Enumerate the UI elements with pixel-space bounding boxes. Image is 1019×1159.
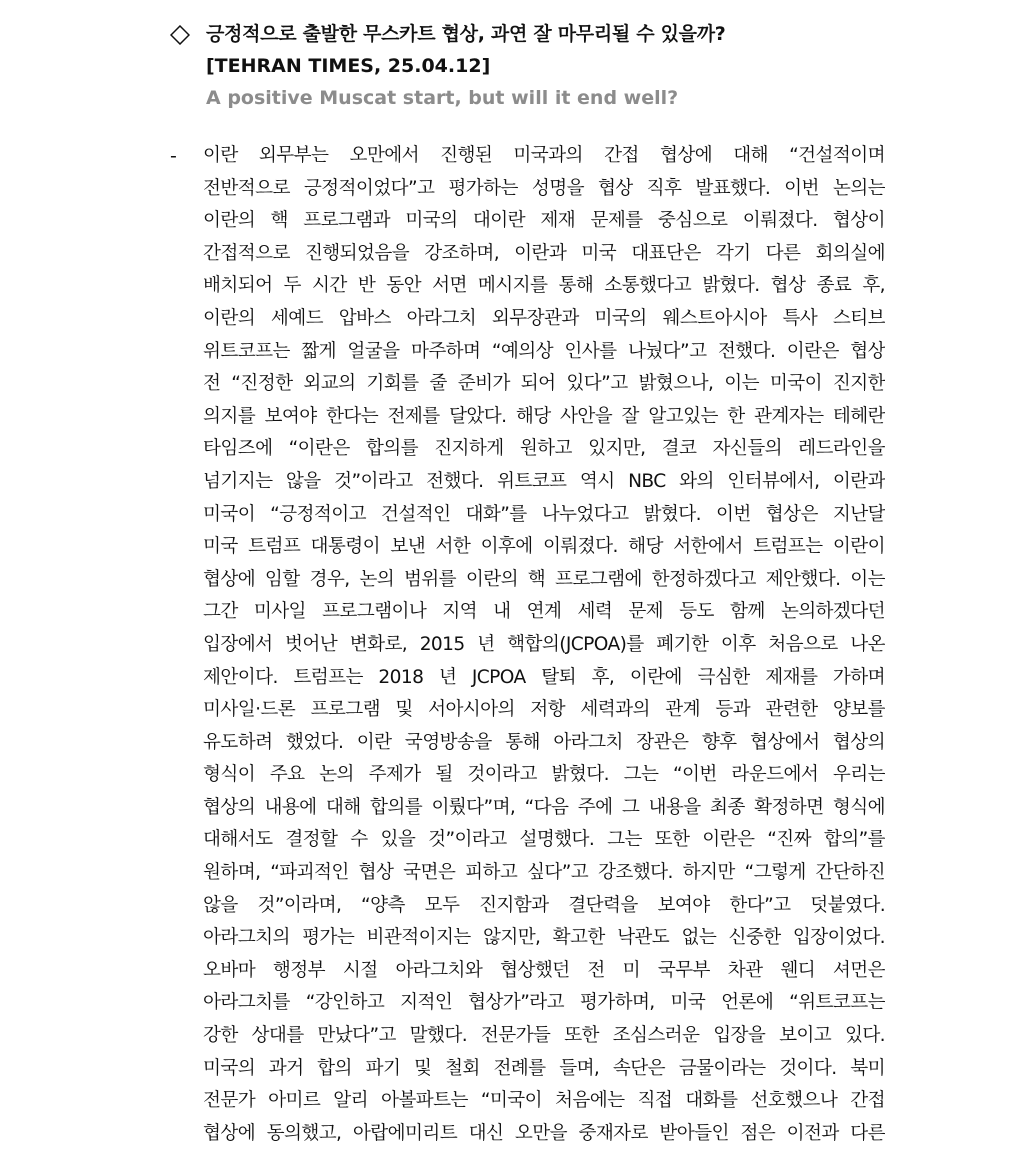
article-title: 긍정적으로 출발한 무스카트 협상, 과연 잘 마무리될 수 있을까? bbox=[206, 23, 726, 45]
body-line: 전 “진정한 외교의 기회를 줄 준비가 되어 있다”고 밝혔으나, 이는 미국이 진지한 bbox=[203, 373, 885, 395]
body-line: 위트코프는 짧게 얼굴을 마주하며 “예의상 인사를 나눴다”고 전했다. 이란은 협상 bbox=[203, 340, 885, 362]
body-line: 넘기지는 않을 것”이라고 전했다. 위트코프 역시 NBC 와의 인터뷰에서, 이란과 bbox=[203, 470, 885, 492]
body-line: 이란 외무부는 오만에서 진행된 미국과의 간접 협상에 대해 “건설적이며 bbox=[203, 145, 885, 166]
body-line: 그간 미사일 프로그램이나 지역 내 연계 세력 문제 등도 함께 논의하겠다던 bbox=[203, 601, 885, 623]
body-line: 배치되어 두 시간 반 동안 서면 메시지를 통해 소통했다고 밝혔다. 협상 종료 후, bbox=[203, 275, 885, 297]
body-line: 전반적으로 긍정적이었다”고 평가하는 성명을 협상 직후 발표했다. 이번 논의는 bbox=[203, 177, 885, 199]
body-line: 유도하려 했었다. 이란 국영방송을 통해 아라그치 장관은 향후 협상에서 협상의 bbox=[203, 731, 885, 753]
body-line: 오바마 행정부 시절 아라그치와 협상했던 전 미 국무부 차관 웬디 셔먼은 bbox=[203, 959, 885, 981]
body-line: 강한 상대를 만났다”고 말했다. 전문가들 또한 조심스러운 입장을 보이고 있다. bbox=[203, 1025, 885, 1047]
body-paragraph bbox=[203, 140, 885, 1150]
body-line: 대해서도 결정할 수 있을 것”이라고 설명했다. 그는 또한 이란은 “진짜 합의”를 bbox=[203, 829, 885, 851]
body-line: 미국 트럼프 대통령이 보낸 서한 이후에 이뤄졌다. 해당 서한에서 트럼프는 이란이 bbox=[203, 536, 885, 558]
body-line: 미사일·드론 프로그램 및 서아시아의 저항 세력과의 관계 등과 관련한 양보를 bbox=[203, 699, 885, 721]
bullet-dash: - bbox=[170, 145, 177, 167]
article-subtitle: A positive Muscat start, but will it end well? bbox=[206, 87, 679, 109]
body-line: 의지를 보여야 한다는 전제를 달았다. 해당 사안을 잘 알고있는 한 관계자는 테헤란 bbox=[203, 405, 885, 427]
body-line: 협상에 임할 경우, 논의 범위를 이란의 핵 프로그램에 한정하겠다고 제안했다. 이는 bbox=[203, 568, 885, 590]
body-line: 이란의 핵 프로그램과 미국의 대이란 제재 문제를 중심으로 이뤄졌다. 협상이 bbox=[203, 210, 885, 232]
body-line: 간접적으로 진행되었음을 강조하며, 이란과 미국 대표단은 각기 다른 회의실에 bbox=[203, 242, 885, 264]
body-line: 협상에 동의했고, 아랍에미리트 대신 오만을 중재자로 받아들인 점은 이전과 다른 bbox=[203, 1122, 885, 1144]
body-line: 않을 것”이라며, “양측 모두 진지함과 결단력을 보여야 한다”고 덧붙였다. bbox=[203, 894, 885, 916]
body-line: 제안이다. 트럼프는 2018 년 JCPOA 탈퇴 후, 이란에 극심한 제재를 가하며 bbox=[203, 666, 885, 688]
body-line: 아라그치를 “강인하고 지적인 협상가”라고 평가하며, 미국 언론에 “위트코프는 bbox=[203, 992, 885, 1014]
body-line: 미국의 과거 합의 파기 및 철회 전례를 들며, 속단은 금물이라는 것이다. 북미 bbox=[203, 1057, 885, 1079]
body-line: 전문가 아미르 알리 아볼파트는 “미국이 처음에는 직접 대화를 선호했으나 간접 bbox=[203, 1090, 885, 1112]
body-line: 협상의 내용에 대해 합의를 이뤘다”며, “다음 주에 그 내용을 최종 확정하면 형식에 bbox=[203, 796, 885, 818]
body-line: 입장에서 벗어난 변화로, 2015 년 핵합의(JCPOA)를 폐기한 이후 처음으로 나온 bbox=[203, 633, 885, 655]
article-source: [TEHRAN TIMES, 25.04.12] bbox=[206, 55, 491, 77]
body-line: 아라그치의 평가는 비관적이지는 않지만, 확고한 낙관도 없는 신중한 입장이었다. bbox=[203, 927, 885, 949]
body-line: 이란의 세예드 압바스 아라그치 외무장관과 미국의 웨스트아시아 특사 스티브 bbox=[203, 307, 885, 329]
diamond-icon bbox=[170, 25, 190, 45]
body-line: 미국이 “긍정적이고 건설적인 대화”를 나누었다고 밝혔다. 이번 협상은 지난달 bbox=[203, 503, 885, 525]
body-line: 타임즈에 “이란은 합의를 진지하게 원하고 있지만, 결코 자신들의 레드라인을 bbox=[203, 438, 885, 460]
body-line: 원하며, “파괴적인 협상 국면은 피하고 싶다”고 강조했다. 하지만 “그렇게 간단하진 bbox=[203, 862, 885, 884]
body-line: 형식이 주요 논의 주제가 될 것이라고 밝혔다. 그는 “이번 라운드에서 우리는 bbox=[203, 764, 885, 786]
